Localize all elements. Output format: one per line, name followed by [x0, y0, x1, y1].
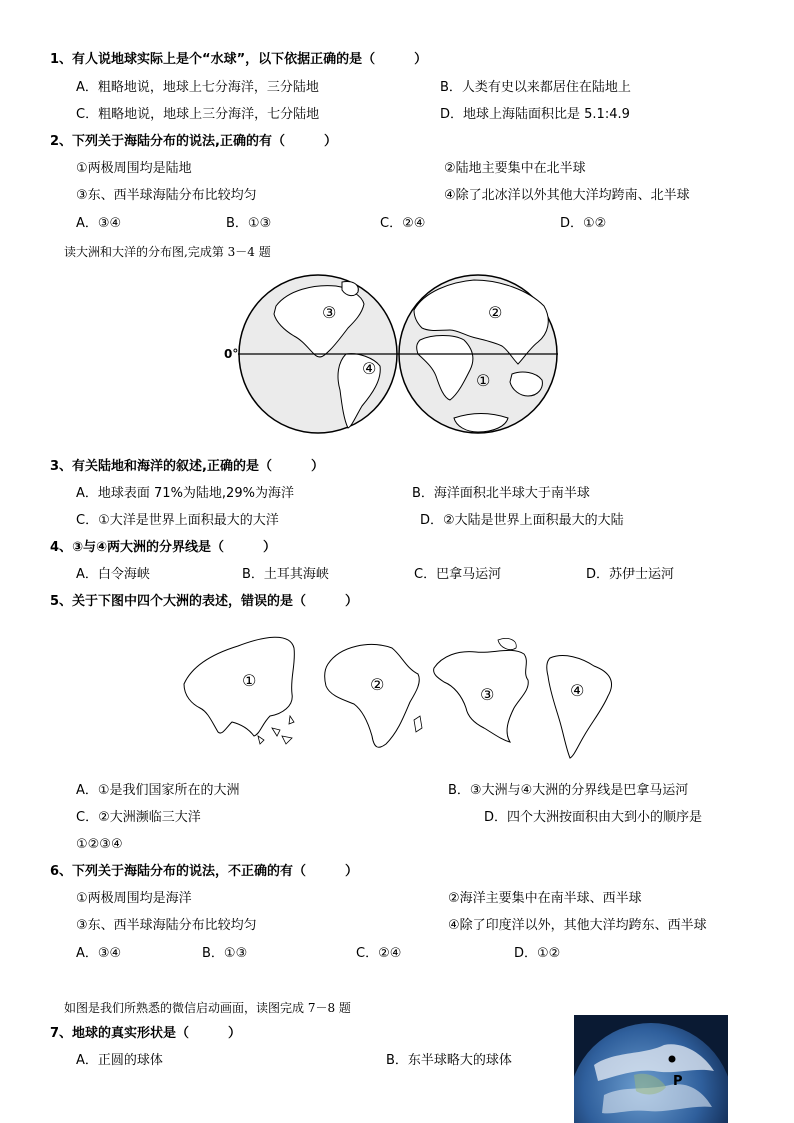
africa-outline: [325, 645, 420, 748]
q2-option-c: C．②④: [380, 216, 426, 231]
q5-option-a: A．①是我们国家所在的大洲: [76, 783, 240, 798]
q3-option-a: A．地球表面 71%为陆地,29%为海洋: [76, 486, 294, 501]
continent-label-1: ①: [242, 671, 257, 690]
q5-option-d-continued: ①②③④: [76, 837, 123, 852]
map1-intro: 读大洲和大洋的分布图,完成第 3－4 题: [64, 245, 271, 259]
q2-stem: 2、下列关于海陆分布的说法,正确的有（ ）: [50, 134, 337, 149]
map-label-4: ④: [362, 359, 377, 378]
q1-stem: 1、有人说地球实际上是个“水球”，以下依据正确的是（ ）: [50, 52, 428, 67]
asia-outline: [184, 637, 294, 736]
q1-option-d: D．地球上海陆面积比是 5.1:4.9: [440, 107, 630, 122]
point-p-marker: [669, 1056, 676, 1063]
q2-statement-1: ①两极周围均是陆地: [76, 161, 192, 176]
q7-stem: 7、地球的真实形状是（ ）: [50, 1026, 242, 1041]
q6-stem: 6、下列关于海陆分布的说法，不正确的有（ ）: [50, 864, 359, 879]
q4-option-c: C．巴拿马运河: [414, 567, 502, 582]
point-p-label: P: [673, 1074, 683, 1089]
q2-statement-2: ②陆地主要集中在北半球: [444, 161, 586, 176]
q2-option-b: B．①③: [226, 216, 272, 231]
q2-statement-3: ③东、西半球海陆分布比较均匀: [76, 188, 257, 203]
q6-option-d: D．①②: [514, 946, 561, 961]
q6-statement-3: ③东、西半球海陆分布比较均匀: [76, 918, 257, 933]
q1-option-b: B．人类有史以来都居住在陆地上: [440, 80, 631, 95]
q6-statement-4: ④除了印度洋以外，其他大洋均跨东、西半球: [448, 918, 707, 933]
map-label-1: ①: [476, 371, 491, 390]
q5-option-b: B．③大洲与④大洲的分界线是巴拿马运河: [448, 783, 689, 798]
q1-option-a: A．粗略地说，地球上七分海洋，三分陆地: [76, 80, 319, 95]
map-label-3: ③: [322, 303, 337, 322]
q6-statement-2: ②海洋主要集中在南半球、西半球: [448, 891, 642, 906]
q5-option-d: D．四个大洲按面积由大到小的顺序是: [484, 810, 703, 825]
south-america-outline: [547, 656, 612, 758]
q4-option-b: B．土耳其海峡: [242, 567, 329, 582]
q2-statement-4: ④除了北冰洋以外其他大洋均跨南、北半球: [444, 188, 690, 203]
q6-statement-1: ①两极周围均是海洋: [76, 891, 192, 906]
q6-option-b: B．①③: [202, 946, 248, 961]
q4-option-d: D．苏伊士运河: [586, 567, 675, 582]
q6-option-c: C．②④: [356, 946, 402, 961]
hemispheres-map: [218, 270, 570, 438]
earth-image: [574, 1015, 728, 1123]
four-continents-map: [178, 624, 618, 760]
equator-label: 0°: [224, 347, 239, 361]
q2-option-d: D．①②: [560, 216, 607, 231]
q4-stem: 4、③与④两大洲的分界线是（ ）: [50, 540, 277, 555]
continent-label-2: ②: [370, 675, 385, 694]
map2-intro: 如图是我们所熟悉的微信启动画面，读图完成 7－8 题: [64, 1001, 351, 1015]
map-label-2: ②: [488, 303, 503, 322]
q5-stem: 5、关于下图中四个大洲的表述，错误的是（ ）: [50, 594, 359, 609]
q2-option-a: A．③④: [76, 216, 122, 231]
q7-option-b: B．东半球略大的球体: [386, 1053, 512, 1068]
q3-option-b: B．海洋面积北半球大于南半球: [412, 486, 590, 501]
continent-label-3: ③: [480, 685, 495, 704]
q3-option-c: C．①大洋是世界上面积最大的大洋: [76, 513, 279, 528]
q4-option-a: A．白令海峡: [76, 567, 150, 582]
q3-stem: 3、有关陆地和海洋的叙述,正确的是（ ）: [50, 459, 324, 474]
q1-option-c: C．粗略地说，地球上三分海洋，七分陆地: [76, 107, 320, 122]
q3-option-d: D．②大陆是世界上面积最大的大陆: [420, 513, 624, 528]
q5-option-c: C．②大洲濒临三大洋: [76, 810, 201, 825]
continent-label-4: ④: [570, 681, 585, 700]
q6-option-a: A．③④: [76, 946, 122, 961]
q7-option-a: A．正圆的球体: [76, 1053, 163, 1068]
